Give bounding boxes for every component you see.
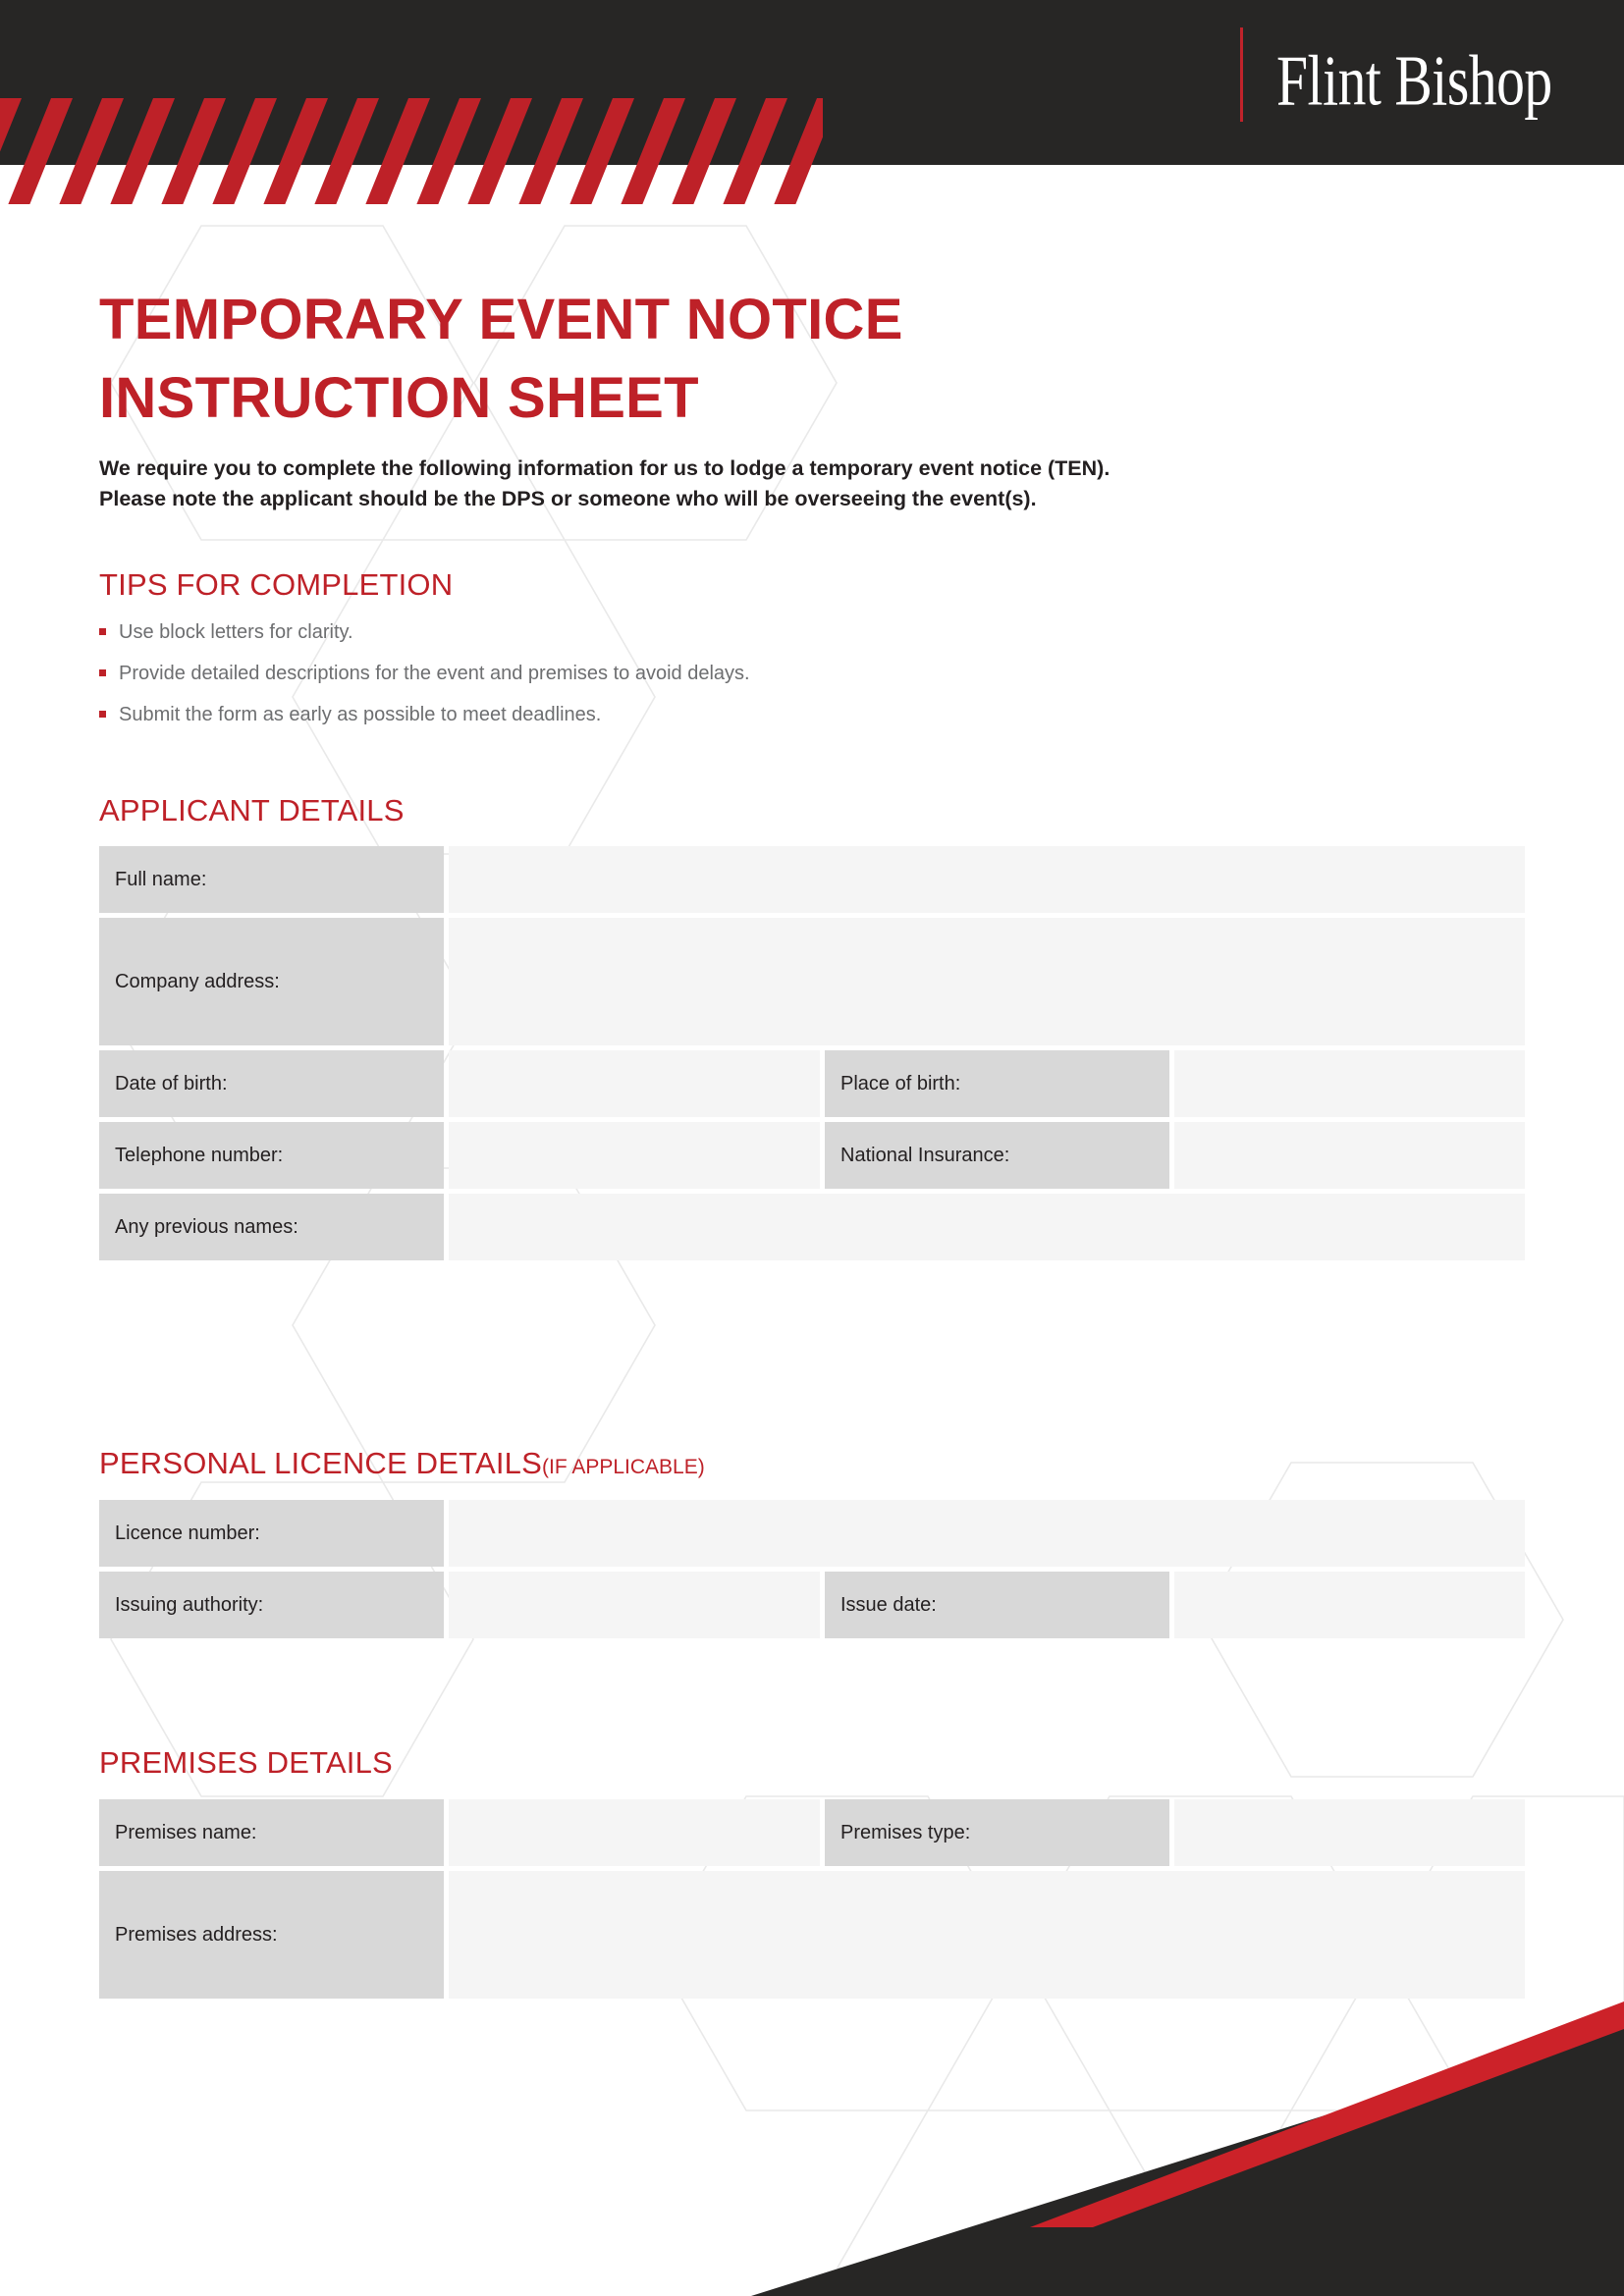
- table-row: [99, 1050, 1525, 1117]
- brand-logo: [1240, 27, 1563, 126]
- field-input-full-name[interactable]: [449, 846, 1525, 913]
- section-heading-tips: TIPS FOR COMPLETION: [99, 567, 454, 602]
- logo-text: Flint Bishop: [1275, 40, 1552, 121]
- field-input-premises-address[interactable]: [449, 1871, 1525, 1999]
- section-heading-premises-details: PREMISES DETAILS: [99, 1745, 393, 1780]
- list-item: Use block letters for clarity.: [99, 620, 1179, 644]
- field-input-issuing-authority[interactable]: [449, 1572, 820, 1638]
- table-row: [99, 1122, 1525, 1189]
- field-input-licence-number[interactable]: [449, 1500, 1525, 1567]
- applicant-details-table: [99, 846, 1525, 1265]
- field-input-place-of-birth[interactable]: [1174, 1050, 1525, 1117]
- field-input-telephone-number[interactable]: [449, 1122, 820, 1189]
- table-row: [99, 1572, 1525, 1638]
- field-label-national-insurance: National Insurance:: [825, 1122, 1169, 1189]
- footer-red-stripe: [1030, 2002, 1624, 2227]
- field-label-full-name: Full name:: [99, 846, 444, 913]
- field-input-company-address[interactable]: [449, 918, 1525, 1045]
- field-input-date-of-birth[interactable]: [449, 1050, 820, 1117]
- page-title: [99, 287, 1277, 430]
- table-row: [99, 1799, 1525, 1866]
- section-heading-personal-licence-details: [99, 1446, 705, 1481]
- field-label-place-of-birth: Place of birth:: [825, 1050, 1169, 1117]
- field-label-issuing-authority: Issuing authority:: [99, 1572, 444, 1638]
- field-label-premises-type: Premises type:: [825, 1799, 1169, 1866]
- personal-licence-details-table: [99, 1500, 1525, 1643]
- field-input-national-insurance[interactable]: [1174, 1122, 1525, 1189]
- field-input-premises-type[interactable]: [1174, 1799, 1525, 1866]
- field-label-company-address: Company address:: [99, 918, 444, 1045]
- premises-details-table: [99, 1799, 1525, 2003]
- diagonal-stripes-motif: [0, 98, 823, 204]
- field-label-issue-date: Issue date:: [825, 1572, 1169, 1638]
- section-heading-text: PERSONAL LICENCE DETAILS: [99, 1446, 542, 1480]
- field-label-licence-number: Licence number:: [99, 1500, 444, 1567]
- intro-line-1: We require you to complete the following information for us to lodge a temporary event notice (TEN).: [99, 456, 1110, 480]
- section-heading-subnote: (IF APPLICABLE): [542, 1456, 705, 1478]
- field-label-premises-address: Premises address:: [99, 1871, 444, 1999]
- intro-paragraph: [99, 454, 1493, 514]
- table-row: [99, 1500, 1525, 1567]
- tips-list: [99, 620, 1179, 744]
- table-row: [99, 1871, 1525, 1999]
- field-input-any-previous-names[interactable]: [449, 1194, 1525, 1260]
- field-input-issue-date[interactable]: [1174, 1572, 1525, 1638]
- section-heading-applicant-details: APPLICANT DETAILS: [99, 793, 405, 828]
- list-item: Provide detailed descriptions for the event and premises to avoid delays.: [99, 662, 1179, 685]
- field-input-premises-name[interactable]: [449, 1799, 820, 1866]
- table-row: [99, 846, 1525, 913]
- field-label-telephone-number: Telephone number:: [99, 1122, 444, 1189]
- intro-line-2: Please note the applicant should be the DPS or someone who will be overseeing the event(s).: [99, 487, 1037, 510]
- field-label-date-of-birth: Date of birth:: [99, 1050, 444, 1117]
- field-label-any-previous-names: Any previous names:: [99, 1194, 444, 1260]
- footer-dark-wedge: [751, 2021, 1624, 2296]
- footer-diagonal-graphic: [0, 1982, 1624, 2296]
- page-title-line-1: TEMPORARY EVENT NOTICE: [99, 287, 903, 351]
- page-title-line-2: INSTRUCTION SHEET: [99, 365, 699, 430]
- list-item: Submit the form as early as possible to meet deadlines.: [99, 703, 1179, 726]
- field-label-premises-name: Premises name:: [99, 1799, 444, 1866]
- table-row: [99, 918, 1525, 1045]
- table-row: [99, 1194, 1525, 1260]
- logo-divider-rule: [1240, 27, 1243, 122]
